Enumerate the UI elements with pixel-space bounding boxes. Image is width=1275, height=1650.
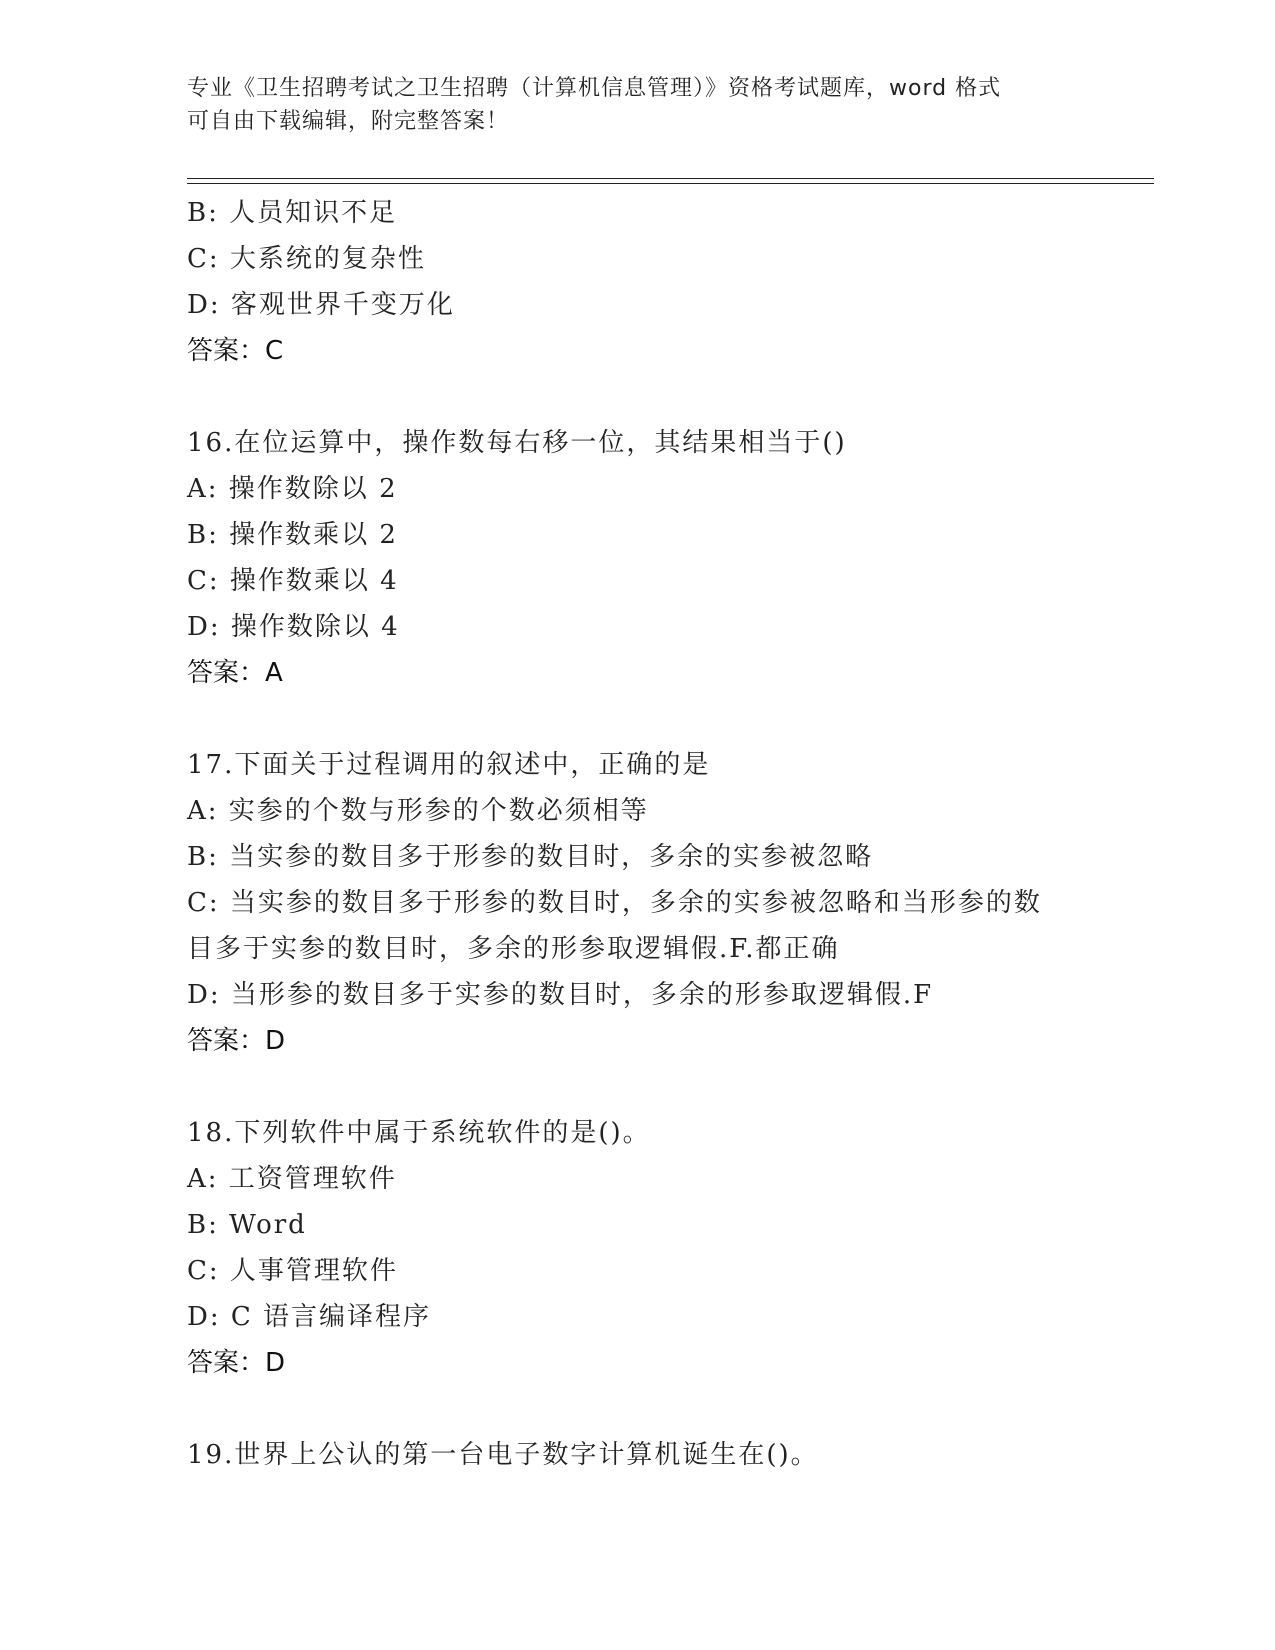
- option-d: D: 客观世界千变万化: [187, 290, 455, 320]
- spacer: [187, 1064, 1087, 1110]
- question-17: [187, 742, 1087, 1064]
- option-c-line-2: 目多于实参的数目时，多余的形参取逻辑假.F.都正确: [187, 934, 840, 964]
- answer-label: 答案：D: [187, 1348, 286, 1378]
- answer-label: 答案：C: [187, 336, 284, 366]
- option-a: A: 操作数除以 2: [187, 474, 398, 504]
- spacer: [187, 374, 1087, 420]
- option-c: C: 人事管理软件: [187, 1256, 398, 1286]
- question-stem: 17.下面关于过程调用的叙述中，正确的是: [187, 750, 711, 780]
- question-16: [187, 420, 1087, 696]
- question-18: [187, 1110, 1087, 1386]
- question-stem: 16.在位运算中，操作数每右移一位，其结果相当于(): [187, 428, 847, 458]
- question-list: [187, 190, 1087, 1478]
- option-d: D: 当形参的数目多于实参的数目时，多余的形参取逻辑假.F: [187, 980, 934, 1010]
- header-divider-top: [187, 178, 1154, 179]
- answer-label: 答案：A: [187, 658, 283, 688]
- option-c: C: 大系统的复杂性: [187, 244, 426, 274]
- question-stem: 18.下列软件中属于系统软件的是()。: [187, 1118, 651, 1148]
- option-d: D: C 语言编译程序: [187, 1302, 432, 1332]
- question-stem: 19.世界上公认的第一台电子数字计算机诞生在()。: [187, 1440, 819, 1470]
- option-b: B: 人员知识不足: [187, 198, 398, 228]
- option-a: A: 实参的个数与形参的个数必须相等: [187, 796, 649, 826]
- question-15: [187, 190, 1087, 374]
- option-b: B: Word: [187, 1210, 307, 1240]
- spacer: [187, 696, 1087, 742]
- question-19: [187, 1432, 1087, 1478]
- option-b: B: 当实参的数目多于形参的数目时，多余的实参被忽略: [187, 842, 874, 872]
- option-d: D: 操作数除以 4: [187, 612, 400, 642]
- option-c: C: 操作数乘以 4: [187, 566, 399, 596]
- header-divider-bottom: [187, 183, 1154, 184]
- option-b: B: 操作数乘以 2: [187, 520, 398, 550]
- answer-label: 答案：D: [187, 1026, 286, 1056]
- spacer: [187, 1386, 1087, 1432]
- header-title-line1: 专业《卫生招聘考试之卫生招聘（计算机信息管理）》资格考试题库，word 格式: [187, 76, 1002, 101]
- option-a: A: 工资管理软件: [187, 1164, 397, 1194]
- page-header: [187, 72, 1087, 138]
- option-c-line-1: C: 当实参的数目多于形参的数目时，多余的实参被忽略和当形参的数: [187, 888, 1042, 918]
- header-title-line2: 可自由下载编辑，附完整答案！: [187, 109, 510, 134]
